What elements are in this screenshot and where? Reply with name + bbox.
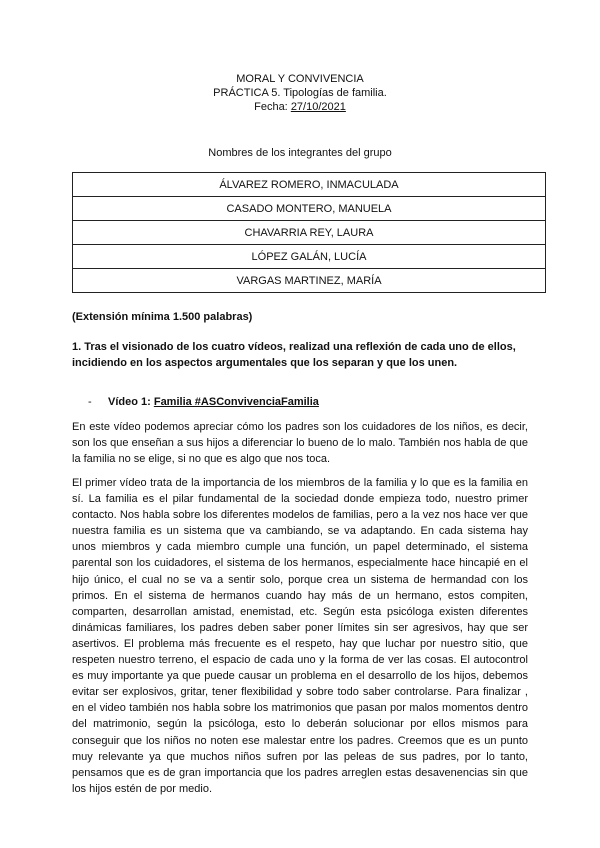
member-name: VARGAS MARTINEZ, MARÍA [73,269,546,293]
video-1-prefix: Vídeo 1: [108,396,154,408]
document-header [0,72,600,114]
member-name: CASADO MONTERO, MANUELA [73,197,546,221]
table-row [73,245,546,269]
date-label: Fecha: [254,101,288,113]
paragraph-1: En este vídeo podemos apreciar cómo los padres son los cuidadores de los niños, es decir, son los que enseñan a sus hijos a diferenciar lo bueno de lo malo. También nos habla de que la familia no se elige, si no que es algo que nos toca. [72,421,528,466]
paragraph-2: El primer vídeo trata de la importancia de los miembros de la familia y lo que es la familia en sí. La familia es el pilar fundamental de la sociedad donde empieza todo, nuestro primer contacto. Nos habla sobre los diferentes modelos de familias, pero a la vez nos hace ver que nuestra familia es un sistema que va cambiando, se va adaptando. En cada sistema hay unos miembros y cada miembro cumple una función, un papel determinado, el sistema parental son los cuidadores, el sistema de los hermanos, especialmente hace hincapié en el hijo único, el cual no se va a sentir solo, porque crea un sistema de hermandad con los primos. En el sistema de hermanos cuando hay más de un hermano, estos compiten, comparten, desarrollan amistad, enemistad, etc. Según esta psicóloga existen diferentes dinámicas familiares, los padres deben saber poner límites sin ser agresivos, hay que ser asertivos. El problema más frecuente es el respeto, hay que luchar por nuestro sitio, que respeten nuestro terreno, el espacio de cada uno y la forma de ver las cosas. El autocontrol es muy importante ya que puede causar un problema en el desarrollo de los hijos, debemos evitar ser explosivos, gritar, tener flexibilidad y sobre todo saber controlarse. Para finalizar , en el video también nos habla sobre los matrimonios que pasan por malos momentos dentro del matrimonio, según la psicóloga, esto lo deberán solucionar por ellos mismos para conseguir que los niños no noten ese malestar entre los padres. Creemos que es un punto muy relevante ya que muchos niños sufren por las peleas de sus padres, por lo tanto, pensamos que es de gran importancia que los padres arreglen estas desavenencias sin que los hijos estén de por medio. [72,477,528,795]
question-1: 1. Tras el visionado de los cuatro vídeos, realizad una reflexión de cada uno de ellos, incidiendo en los aspectos argumentales que los separan y que los unen. [72,341,516,369]
date-value: 27/10/2021 [290,101,346,113]
table-row [73,173,546,197]
members-table [72,172,546,293]
bullet-dash: - [88,396,92,408]
member-name: ÁLVAREZ ROMERO, INMACULADA [73,173,546,197]
date-line [0,100,600,114]
table-row [73,221,546,245]
group-label: Nombres de los integrantes del grupo [208,147,392,159]
member-name: CHAVARRIA REY, LAURA [73,221,546,245]
extension-note: (Extensión mínima 1.500 palabras) [72,311,253,323]
table-row [73,197,546,221]
video-1-heading [88,396,319,408]
course-title: MORAL Y CONVIVENCIA [236,73,364,85]
member-name: LÓPEZ GALÁN, LUCÍA [73,245,546,269]
table-row [73,269,546,293]
practice-title: PRÁCTICA 5. Tipologías de familia. [213,87,387,99]
video-1-link[interactable]: Familia #ASConvivenciaFamilia [153,396,319,408]
